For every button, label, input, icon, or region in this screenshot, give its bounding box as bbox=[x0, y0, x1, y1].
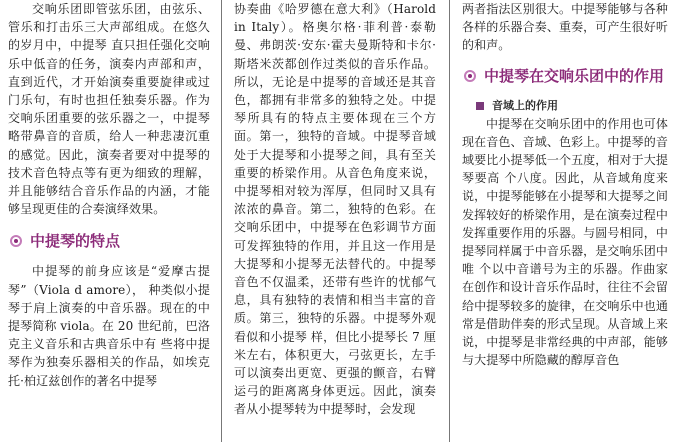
heading-bullet-icon bbox=[10, 235, 22, 247]
column-3 bbox=[462, 0, 668, 442]
features-continued-paragraph: 协奏曲《哈罗德在意大利》（Harold in Italy）。格奥尔格·菲利普·泰勒曼、弗朗茨·安东·霍夫曼斯特和卡尔·斯塔米茨都创作过类似的音乐作品。所以，无论是中提琴的音域还是其音色，都拥有非常多的独特之处。中提琴所具有的特点主要体现在三个方面。第一，独特的音域。中提琴音域处于大提琴和小提琴之间，具有至关重要的桥梁作用。从音色角度来说，中提琴相对较为浑厚，但同时又具有浓浓的鼻音。第二，独特的色彩。在交响乐团中，中提琴在色彩调节方面可发挥独特的作用，并且这一作用是大提琴和小提琴无法替代的。中提琴音色不仅温柔，还带有些许的忧郁气息，具有独特的表情和相当丰富的音质。第三，独特的乐器。中提琴外观看似和小提琴 样，但比小提琴长 7 厘米左右，体积更大，弓弦更长，左手可以演奏出更宽、更强的颤音，右臂运弓的距离离身体更远。因此，演奏者从小提琴转为中提琴时，会发现 bbox=[234, 2, 436, 417]
column-divider bbox=[221, 0, 222, 442]
square-bullet-icon bbox=[476, 102, 484, 110]
column-divider bbox=[449, 0, 450, 442]
subsection-heading-range bbox=[462, 97, 668, 115]
range-paragraph: 中提琴在交响乐团中的作用也可体现在音色、音域、色彩上。中提琴的音域要比小提琴低一个五度，相对于大提琴要高 个八度。因此，从音域角度来说，中提琴能够在小提琴和大提琴之间发挥较好的桥梁作用，是在演奏过程中发挥重要作用的乐器。与圆号相同，中提琴同样属于中音乐器，是交响乐团中唯 个以中音谱号为主的乐器。作曲家在创作和设计音乐作品时，往往不会留给中提琴较多的旋律，在交响乐中也通常是借助伴奏的形式呈现。从音域上来说，中提琴是非常经典的中声部，能够与大提琴中所隐藏的醇厚音色 bbox=[462, 116, 668, 368]
section-heading-features bbox=[8, 230, 210, 252]
features-end-paragraph: 两者指法区别很大。中提琴能够与各种各样的乐器合奏、重奏，可产生很好听的和声。 bbox=[462, 2, 668, 53]
section-heading-text: 中提琴在交响乐团中的作用 bbox=[484, 66, 665, 85]
column-1 bbox=[8, 0, 210, 442]
subsection-heading-text: 音域上的作用 bbox=[492, 98, 558, 112]
column-2 bbox=[234, 0, 436, 442]
heading-bullet-icon bbox=[464, 70, 476, 82]
section-heading-role bbox=[462, 65, 668, 87]
intro-paragraph: 交响乐团即管弦乐团，由弦乐、管乐和打击乐三大声部组成。在悠久的岁月中，中提琴 直只担任强化交响乐中低音的任务，演奏内声部和声，直到近代，才开始演奏重要旋律或过门乐句，有时也担任独奏乐器。作为交响乐团重要的弦乐器之一，中提琴略带鼻音的音质，给人一种悲凄沉重的感觉。因此，演奏者要对中提琴的技术音色特点等有更为细致的理解，并且能够结合音乐作品的内涵，才能够呈现更佳的合奏演绎效果。 bbox=[8, 2, 210, 217]
features-paragraph: 中提琴的前身应该是“爱摩古提琴”（Viola d amore）， 种类似小提琴于肩上演奏的中音乐器。现在的中提琴简称 viola。在 20 世纪前，巴洛克主义音乐和古典音乐中有 些将中提琴作为独奏乐器相关的作品，如埃克托·柏辽兹创作的著名中提琴 bbox=[8, 264, 210, 388]
section-heading-text: 中提琴的特点 bbox=[30, 232, 121, 251]
